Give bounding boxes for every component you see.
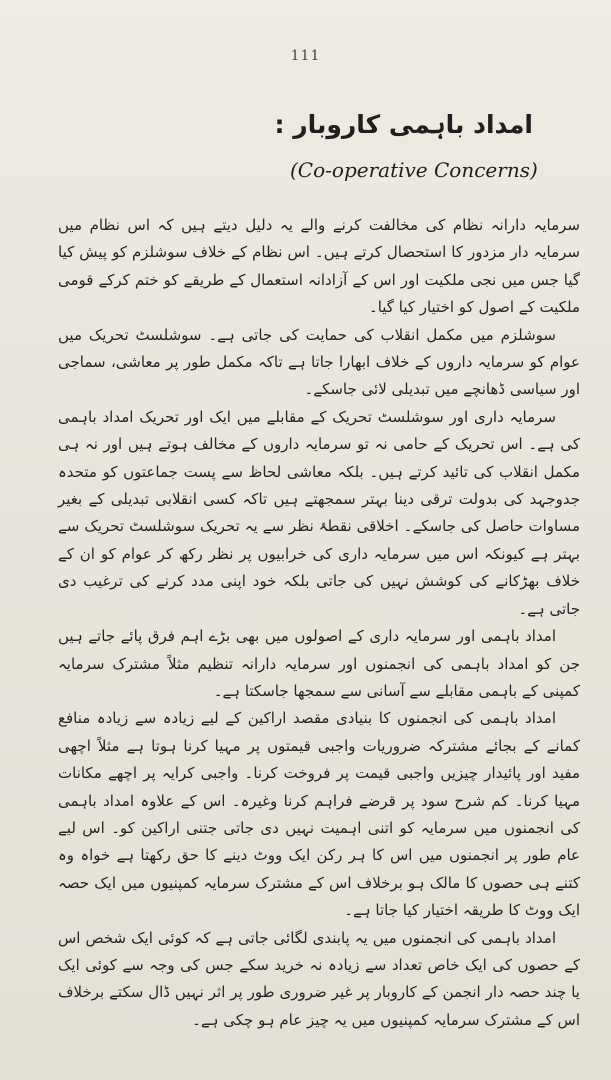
paragraph: امداد باہمی کی انجمنوں میں یہ پابندی لگائی جاتی ہے کہ کوئی ایک شخص اس کے حصوں کی ایک خاص تعداد سے زیادہ نہ خرید سکے جس کی وجہ سے کوئی ایک یا چند حصہ دار انجمن کے کاروبار پر غیر ضروری طور پر اثر نہیں ڈال سکتے برخلاف اس کے مشترک سرمایہ کمپنیوں میں یہ چیز عام ہو چکی ہے۔ [58, 928, 580, 1029]
paragraph: سوشلزم میں مکمل انقلاب کی حمایت کی جاتی ہے۔ سوشلسٹ تحریک میں عوام کو سرمایہ داروں کے خلاف ابھارا جاتا ہے تاکہ مکمل طور پر معاشی، سماجی اور سیاسی ڈھانچے میں تبدیلی لائی جاسکے۔ [58, 325, 580, 399]
section-subheading: (Co-operative Concerns) [290, 158, 538, 182]
paragraph: سرمایہ داری اور سوشلسٹ تحریک کے مقابلے میں ایک اور تحریک امداد باہمی کی ہے۔ اس تحریک کے حامی نہ تو سرمایہ داروں کے مخالف ہوتے ہیں اور نہ ہی مکمل انقلاب کی تائید کرتے ہیں۔ بلکہ معاشی لحاظ سے پست جماعتوں کو متحدہ جدوجہد کی بدولت ترقی دینا بہتر سمجھتے ہیں تاکہ کسی انقلابی تبدیلی کے بغیر مساوات حاصل کی جاسکے۔ اخلاقی نقطۂ نظر سے یہ تحریک سوشلسٹ تحریک سے بہتر ہے کیونکہ اس میں سرمایہ داری کی خرابیوں پر نظر رکھ کر عوام کو ان کے خلاف بھڑکانے کی کوشش نہیں کی جاتی بلکہ خود اپنی مدد کرنے کی ترغیب دی جاتی ہے۔ [58, 407, 580, 618]
body-text [58, 212, 580, 1034]
paragraph: امداد باہمی کی انجمنوں کا بنیادی مقصد اراکین کے لیے زیادہ سے زیادہ منافع کمانے کے بجائے مشترکہ ضروریات واجبی قیمتوں پر مہیا کرنا ہوتا ہے مثلاً اچھی مفید اور پائیدار چیزیں واجبی قیمت پر فروخت کرنا۔ واجبی کرایہ پر اچھے مکانات مہیا کرنا۔ کم شرح سود پر قرضے فراہم کرنا وغیرہ۔ اس کے علاوہ امداد باہمی کی انجمنوں میں سرمایہ کو اتنی اہمیت نہیں دی جاتی جتنی اراکین کو۔ اس لیے عام طور پر انجمنوں میں اس کا ہر رکن ایک ووٹ دینے کا حق رکھتا ہے خواہ وہ کتنے ہی حصوں کا مالک ہو برخلاف اس کے مشترک سرمایہ کمپنیوں میں ایک حصہ ایک ووٹ کا طریقہ اختیار کیا جاتا ہے۔ [58, 709, 580, 920]
section-heading: امداد باہمی کاروبار : [274, 110, 533, 139]
paragraph: سرمایہ دارانہ نظام کی مخالفت کرنے والے یہ دلیل دیتے ہیں کہ اس نظام میں سرمایہ دار مزدور کا استحصال کرتے ہیں۔ اس نظام کے خلاف سوشلزم کو پیش کیا گیا جس میں نجی ملکیت اور اس کے آزادانہ استعمال کے طریقے کو ختم کرکے قومی ملکیت کے اصول کو اختیار کیا گیا۔ [58, 216, 580, 317]
paragraph: امداد باہمی اور سرمایہ داری کے اصولوں میں بھی بڑے اہم فرق پائے جاتے ہیں جن کو امداد باہمی کی انجمنوں اور سرمایہ دارانہ تنظیم مثلاً مشترک سرمایہ کمپنی کے باہمی مقابلے سے آسانی سے سمجھا جاسکتا ہے۔ [58, 627, 580, 700]
page-number: 111 [290, 48, 321, 64]
